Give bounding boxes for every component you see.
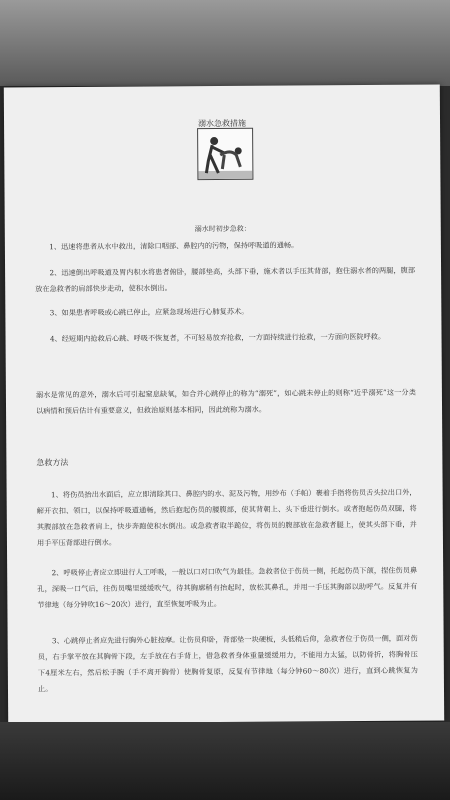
section-title: 急救方法 [36, 458, 69, 468]
rescue-illustration [197, 128, 253, 180]
method-2: 2、呼吸停止者应立即进行人工呼吸，一般以口对口吹气为最佳。急救者位于伤员一侧，托起伤员下颌，捏住伤员鼻孔，深吸一口气后，往伤员嘴里缓缓吹气，待其胸廓稍有抬起时，放松其鼻孔，并用一手压其胸部以助呼气。反复并有节律地（每分钟吹16～20次）进行，直至恢复呼吸为止。 [37, 565, 418, 610]
note-paragraph: 溺水是常见的意外，溺水后可引起窒息缺氧，如合并心跳停止的称为“溺死”，如心跳未停止的则称“近乎溺死”这一分类以病情和预后估计有重要意义，但救治原则基本相同，因此统称为溺水。 [35, 387, 416, 416]
background-top [0, 0, 450, 86]
step-2: 2、迅速倒出呼吸道及胃内积水将患者俯卧，腰部垫高，头部下垂，施术者以手压其背部，抱住溺水者的两腿，腹部放在急救者的肩部快步走动，使积水倒出。 [35, 265, 416, 294]
step-4: 4、经短期内抢救后心跳、呼吸不恢复者，不可轻易放弃抢救，一方面持续进行抢救，一方面向医院呼救。 [49, 331, 386, 344]
document-page [4, 84, 444, 723]
method-3: 3、心跳停止者应先进行胸外心脏按摩。让伤员仰卧，背部垫一块硬板，头低稍后仰，急救者位于伤员一侧，面对伤员，右手掌平放在其胸骨下段，左手放在右手背上，借急救者身体重量缓缓用力，不能用力太猛，以防骨折，将胸骨压下4厘米左右，然后松手腕（手不离开胸骨）使胸骨复原，反复有节律地（每分钟60～80次）进行，直到心跳恢复为止。 [37, 633, 418, 694]
first-aid-subtitle: 溺水时初步急救： [194, 224, 251, 234]
background-bottom [0, 722, 450, 800]
method-1: 1、将伤员抬出水面后，应立即清除其口、鼻腔内的水、泥及污物，用纱布（手帕）裹着手指将伤员舌头拉出口外，解开衣扣、领口，以保持呼吸道通畅，然后抱起伤员的腰腹部，使其背朝上、头下垂进行倒水。或者抱起伤员双腿，将其腹部放在急救者肩上，快步奔跑使积水倒出。或急救者取半跪位，将伤员的腹部放在急救者腿上，使其头部下垂，并用手平压背部进行倒水。 [36, 487, 417, 548]
step-3: 3、如果患者呼吸或心跳已停止，应紧急现场进行心肺复苏术。 [49, 306, 249, 318]
rescuer-figure-icon [198, 129, 252, 179]
step-1: 1、迅速将患者从水中救出，清除口咽部、鼻腔内的污物，保持呼吸道的通畅。 [49, 240, 299, 252]
document-title: 溺水急救措施 [198, 118, 247, 129]
